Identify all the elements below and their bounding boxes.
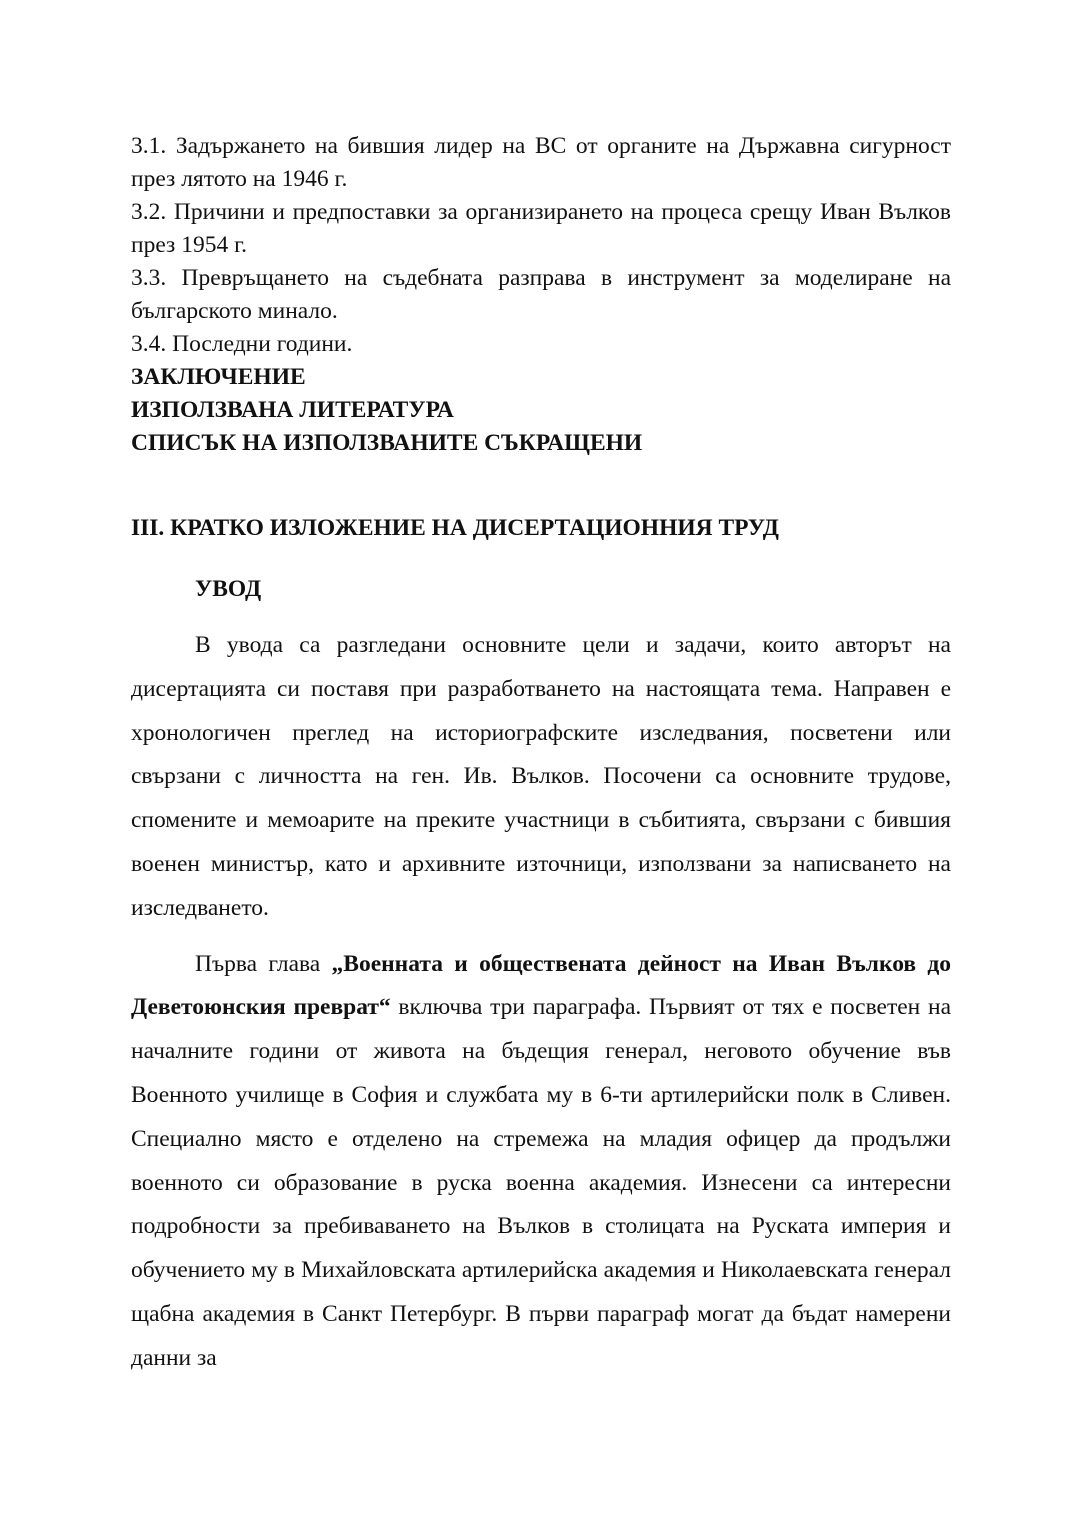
chapter-one-text: включва три параграфа. Първият от тях е посветен на началните години от живота на бъдещия генерал, неговото обучение във Военното училище в София и службата му в 6-ти артилерийски полк в Сливен. Специално място е отделено на стремежа на младия офицер да продължи военното си образование в руска военна академия. Изнесени са интересни подробности за пребиваването на Вълков в столицата на Руската империя и обучението му в Михайловската артилерийска академия и Николаевската генерал щабна академия в Санкт Петербург. В първи параграф могат да бъдат намерени данни за	[131, 994, 951, 1371]
section-title: III. КРАТКО ИЗЛОЖЕНИЕ НА ДИСЕРТАЦИОННИЯ ТРУД	[131, 515, 779, 541]
toc-item-3-3: 3.3. Превръщането на съдебната разправа в инструмент за моделиране на българското минало.	[131, 265, 951, 324]
toc-literature: ИЗПОЛЗВАНА ЛИТЕРАТУРА	[131, 397, 454, 423]
toc-conclusion: ЗАКЛЮЧЕНИЕ	[131, 364, 306, 390]
toc-item-3-1: 3.1. Задържането на бившия лидер на ВС от органите на Държавна сигурност през лятото на 1946 г.	[131, 133, 951, 192]
chapter-lead: Първа глава	[195, 950, 332, 977]
intro-paragraph: В увода са разгледани основните цели и задачи, които авторът на дисертацията си поставя при разработването на настоящата тема. Направен е хронологичен преглед на историографските изследвания, посветени или свързани с личността на ген. Ив. Вълков. Посочени са основните трудове, спомените и мемоарите на преките участници в събитията, свързани с бившия военен министър, като и архивните източници, използвани за написването на изследването.	[131, 632, 951, 921]
toc-abbreviations: СПИСЪК НА ИЗПОЛЗВАНИТЕ СЪКРАЩЕНИ	[131, 430, 643, 456]
chapter-one-title: „Военната и обществената дейност на Иван Вълков до Деветоюнския преврат“	[131, 950, 951, 1021]
document-page	[131, 130, 951, 1381]
chapter-one-paragraph	[131, 943, 951, 1381]
toc-item-3-2: 3.2. Причини и предпоставки за организирането на процеса срещу Иван Вълков през 1954 г.	[131, 199, 951, 258]
intro-heading: УВОД	[195, 576, 262, 602]
toc-item-3-4: 3.4. Последни години.	[131, 331, 353, 357]
